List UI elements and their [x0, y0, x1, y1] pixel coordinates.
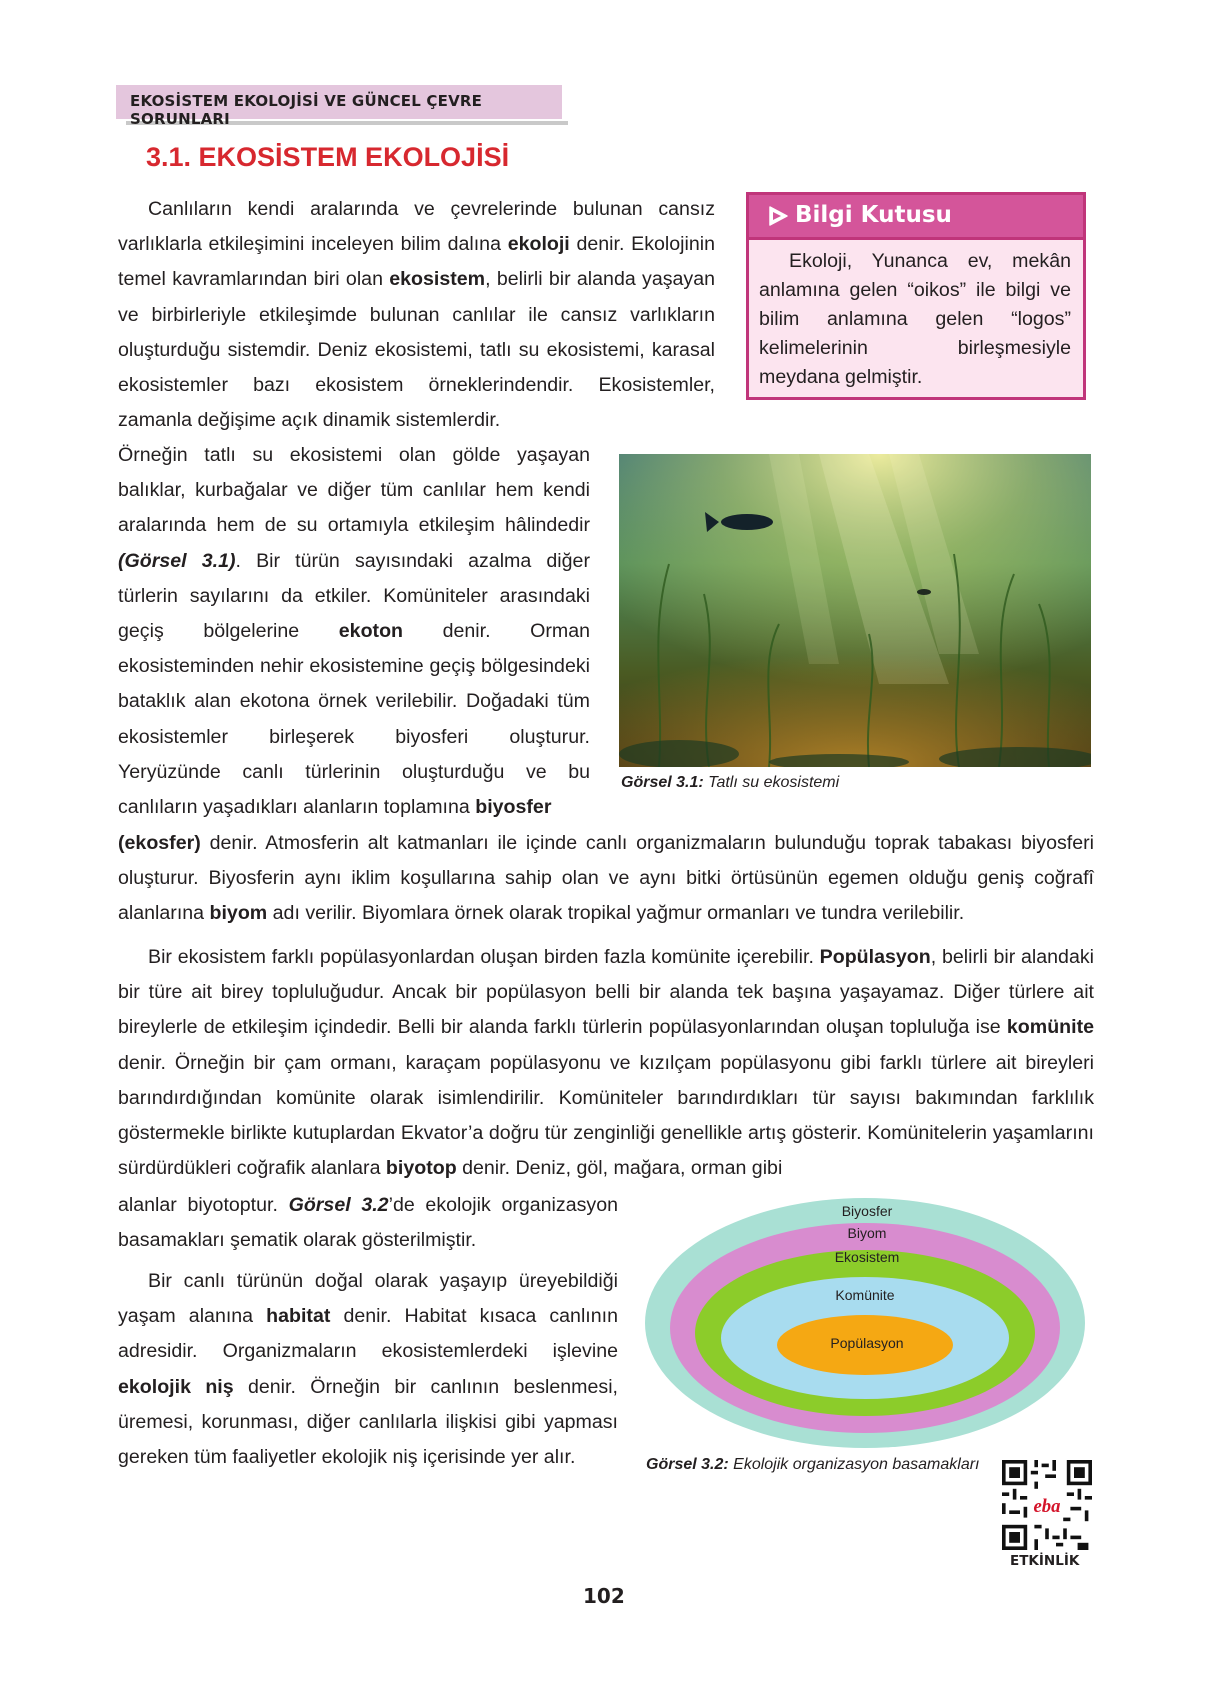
info-box	[746, 192, 1086, 400]
play-triangle-icon	[767, 205, 789, 227]
figure-3-2-caption: Görsel 3.2: Ekolojik organizasyon basamakları	[646, 1456, 980, 1473]
info-box-text: Ekoloji, Yunanca ev, mekân anlamına gelen “oikos” ile bilgi ve bilim anlamına gelen “logos” kelimelerinin birleşmesiyle meydana gelmiştir.	[759, 250, 1071, 388]
term-komunite: komünite	[1006, 1016, 1094, 1039]
term-ekoton: ekoton	[338, 620, 404, 643]
term-ekolojik-nis: ekolojik niş	[118, 1375, 234, 1398]
label-ekosistem: Ekosistem	[834, 1249, 900, 1265]
term-biyom: biyom	[209, 902, 268, 925]
info-box-title: Bilgi Kutusu	[795, 202, 952, 228]
term-ekosfer: (ekosfer)	[118, 832, 201, 854]
term-habitat: habitat	[266, 1305, 331, 1328]
info-box-header	[746, 192, 1086, 240]
figure-3-1-caption: Görsel 3.1: Tatlı su ekosistemi	[621, 774, 840, 791]
section-title: 3.1. EKOSİSTEM EKOLOJİSİ	[146, 142, 510, 172]
unit-banner	[116, 85, 562, 128]
term-biyotop: biyotop	[385, 1157, 457, 1180]
paragraph-lake-example: Örneğin tatlı su ekosistemi olan gölde yaşayan balıklar, kurbağalar ve diğer tüm canlılar hem kendi aralarında hem de su ortamıyla etkileşim hâlindedir (Görsel 3.1). Bir türün sayısındaki azalma diğer türlerin sayılarını da etkiler. Komüniteler arasındaki geçiş bölgelerine ekoton denir. Orman ekosisteminden nehir ekosistemine geçiş bölgesindeki bataklık alan ekotona örnek verilebilir. Doğadaki tüm ekosistemler birleşerek biyosferi oluşturur. Yeryüzünde canlı türlerinin oluşturduğu ve bu canlıların yaşadıkları alanların toplamına biyosfer	[118, 444, 590, 819]
figure-ref-3-1: (Görsel 3.1)	[118, 549, 236, 572]
label-biyosfer: Biyosfer	[841, 1203, 893, 1219]
term-ekosistem: ekosistem	[389, 268, 486, 291]
eba-logo: eba	[1033, 1495, 1061, 1517]
ecological-organization-diagram	[645, 1198, 1085, 1448]
unit-banner-text: EKOSİSTEM EKOLOJİSİ VE GÜNCEL ÇEVRE SORUNLARI	[130, 92, 483, 128]
paragraph-figure-ref: alanlar biyotoptur. Görsel 3.2’de ekolojik organizasyon basamakları şematik olarak gösterilmiştir.	[118, 1194, 618, 1252]
paragraph-biosphere: (ekosfer) denir. Atmosferin alt katmanları ile içinde canlı organizmaların bulunduğu toprak tabakası biyosferi oluşturur. Biyosferin aynı iklim koşullarına sahip olan ve aynı bitki örtüsünün egemen olduğu geniş coğrafî alanlarına biyom adı verilir. Biyomlara örnek olarak tropikal yağmur ormanları ve tundra verilebilir.	[118, 832, 1094, 925]
qr-code-icon[interactable]	[1002, 1460, 1092, 1550]
label-populasyon: Popülasyon	[830, 1335, 904, 1351]
term-biyosfer: biyosfer	[475, 796, 552, 819]
paragraph-ecology: Canlıların kendi aralarında ve çevrelerinde bulunan cansız varlıklarla etkileşimini inceleyen bilim dalına ekoloji denir. Ekolojinin temel kavramlarından biri olan ekosistem, belirli bir alanda yaşayan ve birbirleriyle etkileşimde bulunan canlılar ile cansız varlıkların oluşturduğu sistemdir. Deniz ekosistemi, tatlı su ekosistemi, karasal ekosistemler bazı ekosistem örneklerindendir. Ekosistemler, zamanla değişime açık dinamik sistemlerdir.	[118, 198, 715, 432]
paragraph-population: Bir ekosistem farklı popülasyonlardan oluşan birden fazla komünite içerebilir. Popülasyon, belirli bir alandaki bir türe ait birey topluluğudur. Ancak bir popülasyon belli bir alanda tek başına yaşayamaz. Diğer türlere ait bireylerle de etkileşim içindedir. Belli bir alanda farklı türlerin popülasyonlarından oluşan topluluğa ise komünite denir. Örneğin bir çam ormanı, karaçam popülasyonu ve kızılçam popülasyonu gibi farklı türlere ait bireyleri barındırdığından komünite olarak isimlendirilir. Komüniteler barındırdıkları tür sayısı bakımından farklılık göstermekle birlikte kutuplardan Ekvator’a doğru tür zenginliği genellikle artış gösterir. Komünitelerin yaşamlarını sürdürdükleri coğrafik alanlara biyotop denir. Deniz, göl, mağara, orman gibi	[118, 946, 1094, 1180]
figure-ref-3-2: Görsel 3.2	[288, 1194, 389, 1216]
page-number: 102	[583, 1584, 625, 1608]
freshwater-ecosystem-photo	[619, 454, 1091, 767]
term-populasyon: Popülasyon	[819, 946, 931, 968]
etkinlik-label: ETKİNLİK	[1010, 1553, 1080, 1569]
label-biyom: Biyom	[847, 1225, 887, 1241]
label-komunite: Komünite	[835, 1287, 895, 1303]
term-ekoloji: ekoloji	[507, 233, 570, 256]
paragraph-habitat: Bir canlı türünün doğal olarak yaşayıp üreyebildiği yaşam alanına habitat denir. Habitat kısaca canlının adresidir. Organizmaların ekosistemlerdeki işlevine ekolojik niş denir. Örneğin bir canlının beslenmesi, üremesi, korunması, diğer canlılarla ilişkisi gibi yapması gereken tüm faaliyetler ekolojik niş içerisinde yer alır.	[118, 1270, 618, 1469]
